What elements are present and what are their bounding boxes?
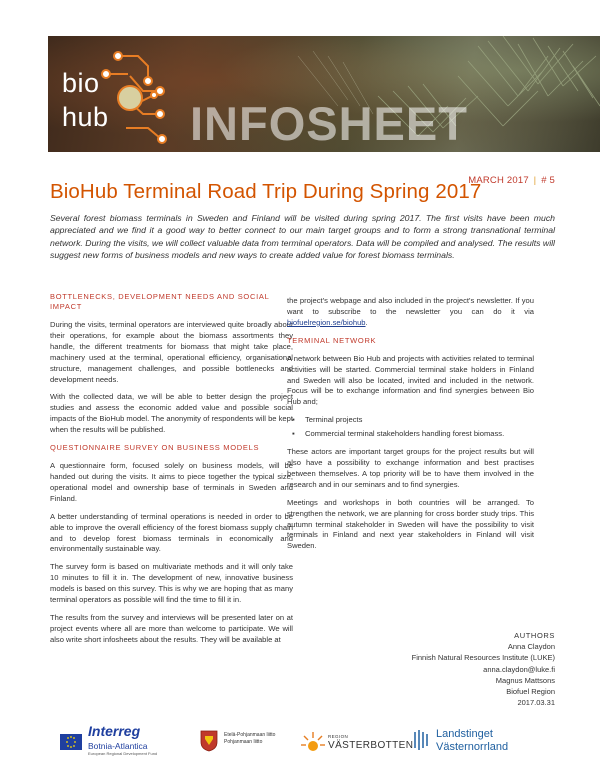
right-column [287, 296, 534, 559]
author-name: Anna Claydon [507, 642, 555, 652]
issue-date: MARCH 2017 [468, 175, 529, 186]
interreg-subtitle: European Regional Development Fund [88, 751, 158, 756]
landstinget-line2: Västernorrland [436, 741, 509, 753]
regional-council-name [224, 732, 275, 746]
list-item: ▪ Commercial terminal stakeholders handling forest biomass. [287, 429, 534, 440]
paragraph: The results from the survey and interviews will be presented later on at project events where all are more than welcome to participate. We will also write short infosheets about the results. They will be available at [50, 612, 293, 644]
eu-flag-icon [60, 734, 82, 750]
author-name: Magnus Mattsons [495, 675, 555, 685]
link-trailing: . [365, 317, 368, 327]
author-organization: Finnish Natural Resources Institute (LUKE) [411, 653, 555, 663]
list-item: ▪ Terminal projects [287, 415, 534, 426]
sun-logo-icon [300, 730, 326, 754]
paragraph: A questionnaire form, focused solely on business models, will be handed out during the visits. It aims to piece together the typical size, operational model and ownership base of terminals in Sweden and Finland. [50, 461, 293, 503]
section-heading-terminal-network: TERMINAL NETWORK [287, 335, 377, 345]
biohub-link[interactable]: biofuelregion.se/biohub [287, 317, 366, 327]
interreg-region: Botnia-Atlantica [88, 741, 148, 751]
paragraph-continuation [287, 296, 534, 329]
issue-number: # 5 [541, 175, 555, 186]
section-heading-questionnaire: QUESTIONNAIRE SURVEY ON BUSINESS MODELS [50, 443, 260, 453]
landstinget-line1: Landstinget [436, 728, 493, 740]
footer-logos [50, 720, 555, 764]
authors-label: AUTHORS [514, 631, 555, 640]
page-title: BioHub Terminal Road Trip During Spring 2017 [50, 180, 482, 203]
paragraph: Meetings and workshops in both countries will be arranged. To strengthen the network, we are planning for cross border study trips. This autumn terminal stakeholder in Sweden will have the possibility to visit terminals in Finland and next year stakeholders in Finland will visit Sweden. [287, 497, 534, 551]
region-vasterbotten-logo [300, 720, 414, 764]
authors-block [412, 630, 555, 708]
paragraph: With the collected data, we will be able to better design the project studies and assess the economic added value and possible social impacts of the BioHub model. The anonymity of respondents will be kept when the results will be published. [50, 392, 293, 435]
paragraph: The survey form is based on multivariate methods and it will only take 10 minutes to fill it in. The development of new, innovative business models is based on this survey. This is why we are hoping that as many terminal operators as possible will find the time to fill it in. [50, 562, 293, 605]
header-banner [48, 36, 600, 152]
council-line: Etelä-Pohjanmaan liitto [224, 732, 276, 738]
paragraph: During the visits, terminal operators are interviewed quite broadly about their operations, for example about the biomass assortments they handle, the different treatments for biomass that might take place, machinery used at the terminal, operational efficiency, organisational structure, management challenges, and possible bottlenecks and development needs. [50, 320, 293, 384]
paragraph: A better understanding of terminal operations is needed in order to be able to improve the overall efficiency of the forest biomass supply chain and to develop forest biomass terminals in economically and environmentally sustainable way. [50, 511, 293, 554]
logo-word-bio: bio [62, 68, 100, 98]
publication-date: 2017.03.31 [517, 698, 555, 708]
coat-of-arms-icon [200, 730, 218, 752]
lead-paragraph: Several forest biomass terminals in Sweden and Finland will be visited during spring 2017. The first visits have been much appreciated and we find it a good way to better connect to our main target groups and to form a strong transnational terminal network. During the visits, we will collect valuable data from terminal operators. Data will be compiled and analysed. The results will suggest new forms of business models and new ways to create added value for forest biomass terminals. [50, 213, 555, 261]
vasterbotten-name: VÄSTERBOTTEN [328, 740, 414, 751]
council-line: Pohjanmaan liitto [224, 739, 263, 745]
landstinget-logo [412, 720, 552, 764]
section-heading-bottlenecks: BOTTLENECKS, DEVELOPMENT NEEDS AND SOCIAL IMPACT [50, 292, 270, 311]
vasterbotten-region-label: REGION [328, 734, 349, 739]
author-email: anna.claydon@luke.fi [483, 664, 555, 674]
logo-word-hub: hub [62, 102, 109, 132]
infosheet-title: INFOSHEET [190, 97, 468, 150]
issue-separator: | [533, 175, 537, 186]
landstinget-crest-icon [412, 728, 430, 752]
interreg-logo [60, 720, 190, 764]
continuation-text: the project's webpage and also included in the project's newsletter. If you want to subscribe to the newsletter you can do it via [287, 296, 534, 316]
paragraph: A network between Bio Hub and projects with activities related to terminal activities will be started. Commercial terminal stake holders in Finland and Sweden will also be located, invited and included in the network. Focus will be to exchange information and find synergies between Bio Hub and; [287, 353, 534, 407]
author-organization: Biofuel Region [506, 687, 555, 697]
interreg-name: Interreg [88, 723, 141, 739]
regional-council-logo [200, 720, 300, 764]
paragraph: These actors are important target groups for the project results but will also have a possibility to exchange information and best practises between themselves. A top priority will be to have them involved in the research and in our seminars and to find synergies. [287, 447, 534, 489]
left-column [50, 290, 293, 653]
bullet-list [287, 415, 534, 440]
